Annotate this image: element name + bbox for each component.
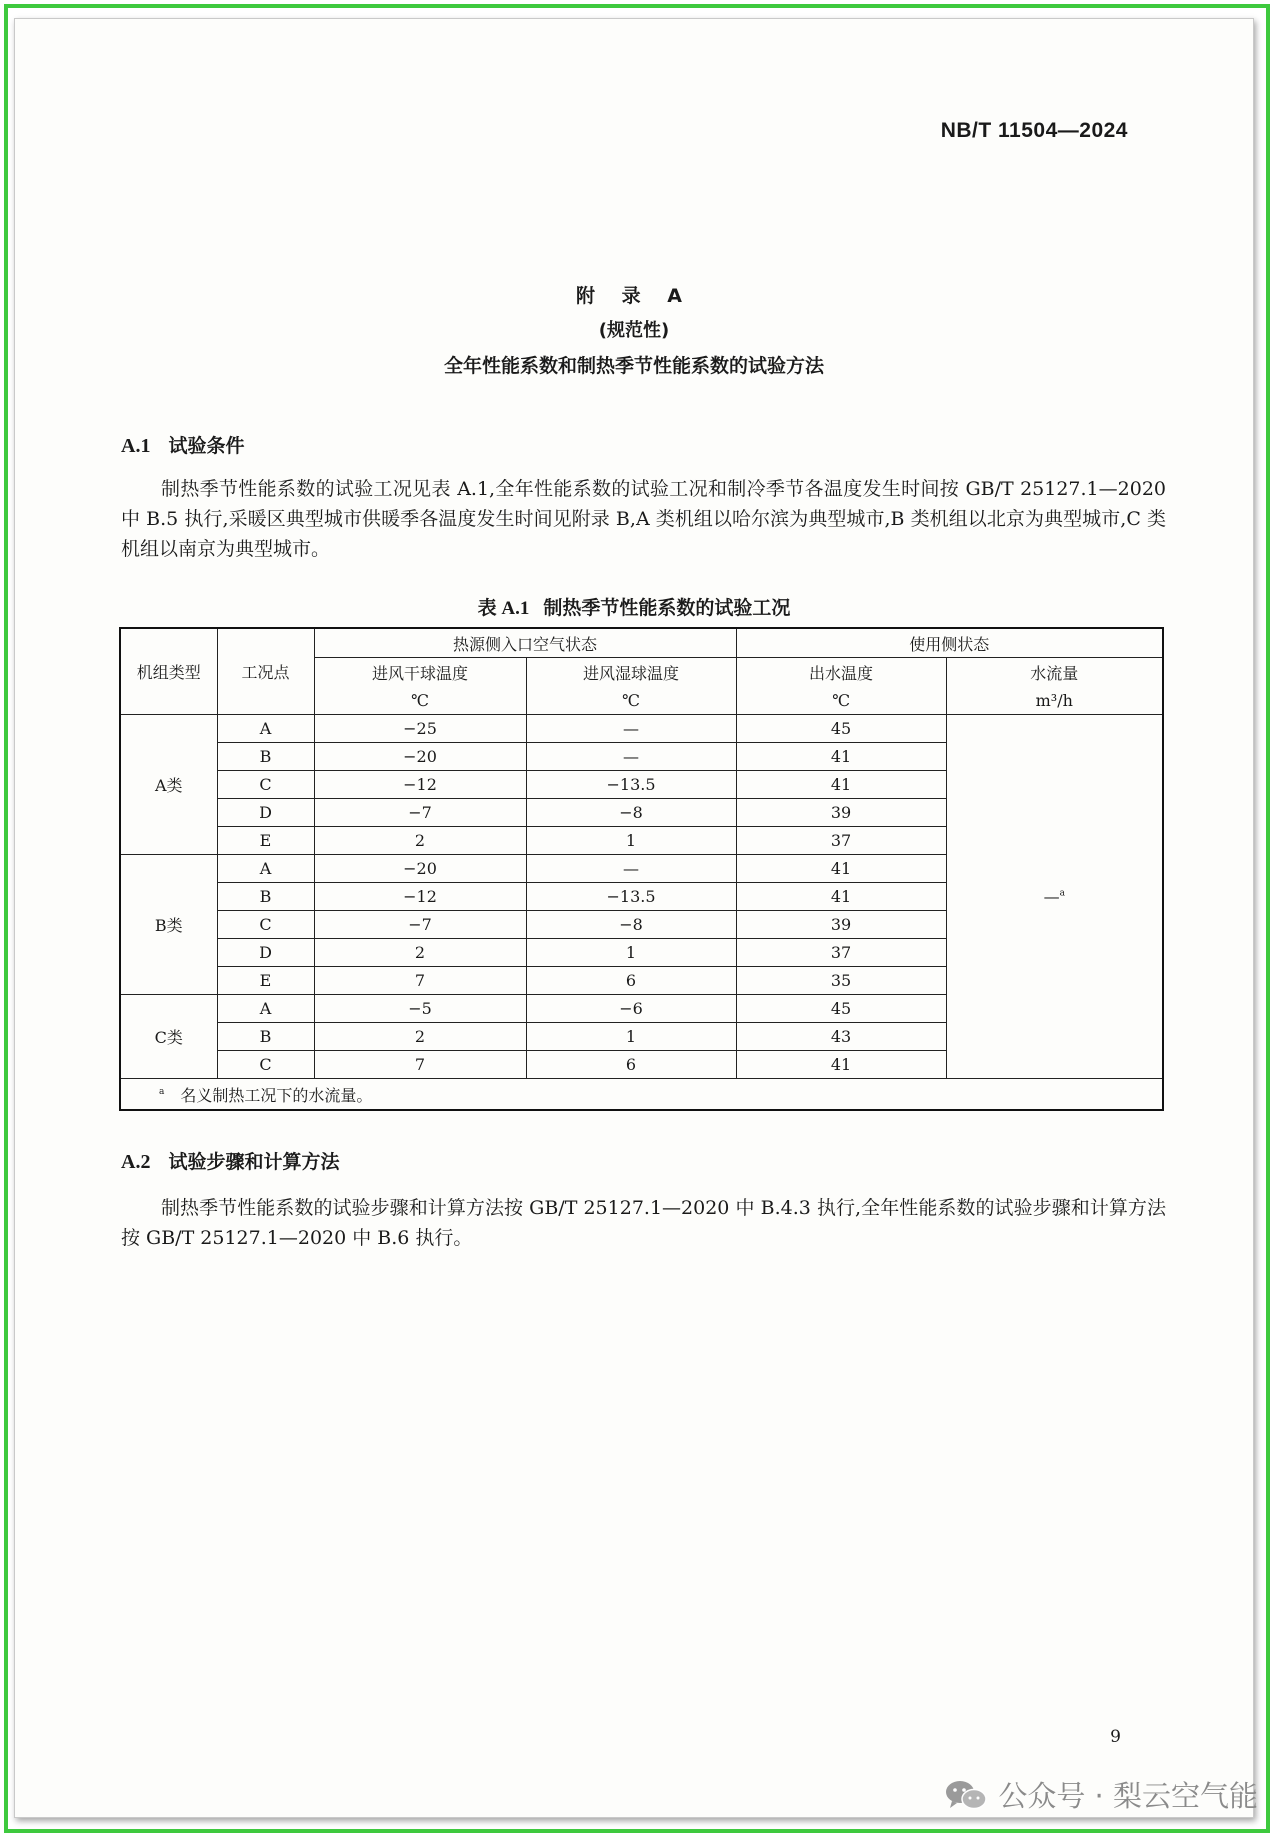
cell-point: C	[217, 1051, 314, 1079]
cell-outlet: 45	[736, 715, 946, 743]
cell-dry-bulb: −12	[314, 771, 526, 799]
section-a1-paragraph: 制热季节性能系数的试验工况见表 A.1,全年性能系数的试验工况和制冷季节各温度发生时间按 GB/T 25127.1—2020 中 B.5 执行,采暖区典型城市供暖季各温度发生时间见附录 B,A 类机组以哈尔滨为典型城市,B 类机组以北京为典型城市,C 类机组以南京为典型城市。	[121, 478, 1166, 560]
cell-outlet: 37	[736, 827, 946, 855]
cell-dry-bulb: −7	[314, 911, 526, 939]
cell-point: C	[217, 911, 314, 939]
table-row	[120, 715, 1163, 743]
table-caption-text: 制热季节性能系数的试验工况	[543, 597, 791, 619]
cell-point: A	[217, 855, 314, 883]
appendix-subtitle: 全年性能系数和制热季节性能系数的试验方法	[443, 355, 824, 377]
cell-wet-bulb: −13.5	[526, 771, 736, 799]
section-a1-heading	[121, 431, 244, 458]
flow-note-mark: a	[1059, 888, 1065, 899]
cell-outlet: 41	[736, 883, 946, 911]
cell-point: E	[217, 967, 314, 995]
cell-flow	[946, 715, 1163, 1079]
cell-wet-bulb: −13.5	[526, 883, 736, 911]
footnote-text: 名义制热工况下的水流量。	[180, 1085, 373, 1105]
section-number: A.2	[121, 1151, 151, 1173]
appendix-title: 附 录 A	[576, 285, 692, 307]
cell-wet-bulb: −6	[526, 995, 736, 1023]
cell-wet-bulb: 1	[526, 939, 736, 967]
wechat-icon	[944, 1778, 988, 1812]
header-unit-flow: m³/h	[946, 686, 1163, 715]
section-title: 试验步骤和计算方法	[168, 1151, 340, 1173]
cell-outlet: 41	[736, 743, 946, 771]
footnote-mark: a	[159, 1087, 165, 1098]
watermark	[944, 1774, 1258, 1815]
cell-outlet: 37	[736, 939, 946, 967]
cell-wet-bulb: −8	[526, 799, 736, 827]
header-heat-source: 热源侧入口空气状态	[314, 628, 736, 658]
group-label: C类	[120, 995, 217, 1079]
cell-outlet: 35	[736, 967, 946, 995]
cell-point: D	[217, 939, 314, 967]
table-caption-number: 表 A.1	[477, 598, 530, 619]
cell-wet-bulb: −8	[526, 911, 736, 939]
cell-dry-bulb: −20	[314, 743, 526, 771]
watermark-text: 公众号 · 梨云空气能	[998, 1779, 1258, 1813]
cell-outlet: 41	[736, 771, 946, 799]
cell-wet-bulb: —	[526, 743, 736, 771]
cell-outlet: 41	[736, 855, 946, 883]
appendix-normative: (规范性)	[598, 320, 670, 341]
cell-wet-bulb: —	[526, 855, 736, 883]
table-footnote-row	[120, 1079, 1163, 1111]
cell-outlet: 45	[736, 995, 946, 1023]
cell-outlet: 41	[736, 1051, 946, 1079]
cell-wet-bulb: 1	[526, 827, 736, 855]
group-label: A类	[120, 715, 217, 855]
section-title: 试验条件	[168, 435, 245, 457]
cell-wet-bulb: —	[526, 715, 736, 743]
cell-dry-bulb: −5	[314, 995, 526, 1023]
cell-outlet: 39	[736, 911, 946, 939]
cell-dry-bulb: 2	[314, 1023, 526, 1051]
cell-dry-bulb: −20	[314, 855, 526, 883]
group-label: B类	[120, 855, 217, 995]
header-unit-type: 机组类型	[120, 628, 217, 715]
table-caption	[15, 593, 1253, 620]
section-number: A.1	[121, 435, 151, 457]
header-wet-bulb: 进风湿球温度	[526, 658, 736, 687]
header-use-side: 使用侧状态	[736, 628, 1163, 658]
cell-point: A	[217, 995, 314, 1023]
cell-dry-bulb: 2	[314, 939, 526, 967]
cell-point: B	[217, 1023, 314, 1051]
cell-point: B	[217, 883, 314, 911]
cell-outlet: 39	[736, 799, 946, 827]
cell-dry-bulb: −7	[314, 799, 526, 827]
cell-point: B	[217, 743, 314, 771]
header-dry-bulb: 进风干球温度	[314, 658, 526, 687]
cell-dry-bulb: −12	[314, 883, 526, 911]
flow-value: —	[1043, 887, 1060, 906]
standard-number: NB/T 11504—2024	[940, 119, 1128, 142]
cell-dry-bulb: 2	[314, 827, 526, 855]
cell-dry-bulb: −25	[314, 715, 526, 743]
cell-wet-bulb: 6	[526, 1051, 736, 1079]
cell-outlet: 43	[736, 1023, 946, 1051]
page-number: 9	[1110, 1727, 1121, 1747]
cell-wet-bulb: 6	[526, 967, 736, 995]
cell-dry-bulb: 7	[314, 967, 526, 995]
header-outlet: 出水温度	[736, 658, 946, 687]
cell-point: E	[217, 827, 314, 855]
header-unit-c: ℃	[736, 686, 946, 715]
cell-dry-bulb: 7	[314, 1051, 526, 1079]
header-flow: 水流量	[946, 658, 1163, 687]
cell-point: D	[217, 799, 314, 827]
document-page	[14, 18, 1254, 1818]
header-point: 工况点	[217, 628, 314, 715]
cell-point: C	[217, 771, 314, 799]
section-a2-heading	[121, 1147, 339, 1174]
section-a2-paragraph: 制热季节性能系数的试验步骤和计算方法按 GB/T 25127.1—2020 中 B.4.3 执行,全年性能系数的试验步骤和计算方法按 GB/T 25127.1—2020 中 B.6 执行。	[121, 1197, 1166, 1249]
header-unit-c: ℃	[314, 686, 526, 715]
test-conditions-table	[119, 627, 1164, 1111]
table-footnote	[120, 1079, 1163, 1111]
header-unit-c: ℃	[526, 686, 736, 715]
cell-wet-bulb: 1	[526, 1023, 736, 1051]
cell-point: A	[217, 715, 314, 743]
